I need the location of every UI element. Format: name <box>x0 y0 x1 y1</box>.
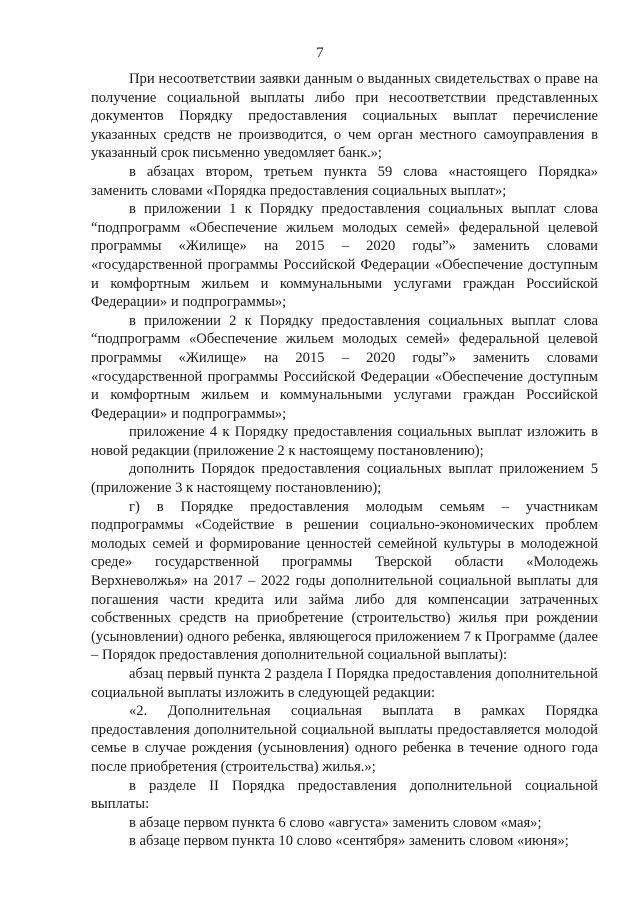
paragraph: в абзацах втором, третьем пункта 59 слова «настоящего Порядка» заменить словами «Порядка предоставления социальных выплат»; <box>91 163 598 199</box>
paragraph: в абзаце первом пункта 6 слово «августа» заменить словом «мая»; <box>129 814 542 831</box>
paragraph: абзац первый пункта 2 раздела I Порядка предоставления дополнительной социальной выплаты изложить в следующей редакции: <box>91 666 598 701</box>
document-body <box>91 70 598 851</box>
paragraph: в приложении 2 к Порядку предоставления социальных выплат слова “подпрограмм «Обеспечение жильем молодых семей» федеральной целевой программы «Жилище» на 2015 – 2020 годы”» заменить словами «государственной программы Российской Федерации «Обеспечение доступным и комфортным жильем и коммунальными услугами граждан Российской Федерации» и подпрограммы»; <box>91 312 598 422</box>
paragraph: в разделе II Порядка предоставления дополнительной социальной выплаты: <box>91 777 598 813</box>
page-number: 7 <box>316 45 324 61</box>
paragraph: «2. Дополнительная социальная выплата в рамках Порядка предоставления дополнительной социальной выплаты предоставляется молодой семье в случае рождения (усыновления) одного ребенка в течение одного года после приобретения (строительства) жилья.»; <box>91 703 598 775</box>
paragraph: дополнить Порядок предоставления социальных выплат приложением 5 (приложение 3 к настоящему постановлению); <box>91 461 598 497</box>
paragraph: При несоответствии заявки данным о выданных свидетельствах о праве на получение социальной выплаты либо при несоответствии представленных документов Порядку предоставления социальных выплат перечисление указанных средств не производится, о чем орган местного самоуправления в указанный срок письменно уведомляет банк.»; <box>91 71 598 162</box>
paragraph: г) в Порядке предоставления молодым семьям – участникам подпрограммы «Содействие в решении социально-экономических проблем молодых семей и формирование ценностей семейной культуры в молодежной среде» государственной программы Тверской области «Молодежь Верхневолжья» на 2017 – 2022 годы дополнительной социальной выплаты для погашения части кредита или займа либо для компенсации затраченных собственных средств на приобретение (строительство) жилья при рождении (усыновлении) одного ребенка, являющегося приложением 7 к Программе (далее – Порядок предоставления дополнительной социальной выплаты): <box>91 498 598 664</box>
paragraph: в абзаце первом пункта 10 слово «сентября» заменить словом «июня»; <box>129 833 569 850</box>
paragraph: приложение 4 к Порядку предоставления социальных выплат изложить в новой редакции (приложение 2 к настоящему постановлению); <box>91 424 598 459</box>
paragraph: в приложении 1 к Порядку предоставления социальных выплат слова “подпрограмм «Обеспечение жильем молодых семей» федеральной целевой программы «Жилище» на 2015 – 2020 годы”» заменить словами «государственной программы Российской Федерации «Обеспечение доступным и комфортным жильем и коммунальными услугами граждан Российской Федерации» и подпрограммы»; <box>91 201 598 311</box>
